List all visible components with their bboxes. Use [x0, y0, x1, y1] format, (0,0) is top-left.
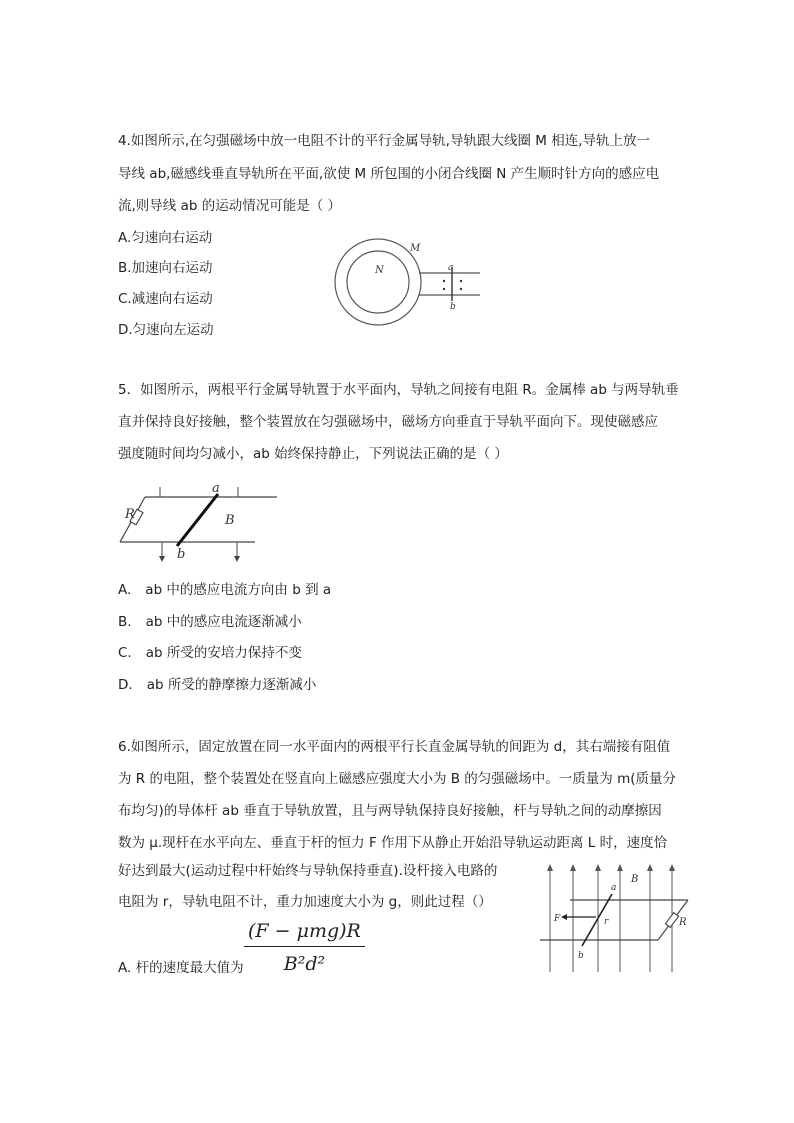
- label-R: R: [125, 507, 135, 522]
- outer-coil-inner-edge: [347, 251, 409, 313]
- q5-option-d: D. ab 所受的静摩擦力逐渐减小: [118, 677, 317, 693]
- q6-text-line-1: 6.如图所示，固定放置在同一水平面内的两根平行长直金属导轨的间距为 d，其右端接有阻值: [118, 739, 671, 755]
- label-b: b: [177, 547, 186, 562]
- q4-coil-diagram: [330, 237, 490, 327]
- label-N: N: [375, 265, 384, 276]
- q6-text-line-2: 为 R 的电阻，整个装置处在竖直向上磁感应强度大小为 B 的匀强磁场中。一质量为 m(质量分: [118, 771, 677, 787]
- q4-option-b: B.加速向右运动: [118, 260, 213, 276]
- outer-coil-outer-edge: [335, 239, 421, 325]
- label-F: F: [554, 914, 561, 924]
- q4-text-line-1: 4.如图所示,在匀强磁场中放一电阻不计的平行金属导轨,导轨跟大线圈 M 相连,导轨上放一: [118, 133, 650, 149]
- formula-denominator: B²d²: [283, 953, 326, 975]
- label-B: B: [225, 513, 235, 528]
- q4-text-line-2: 导线 ab,磁感线垂直导轨所在平面,欲使 M 所包围的小闭合线圈 N 产生顺时针方向的感应电: [118, 166, 660, 182]
- label-R: R: [679, 917, 687, 928]
- label-a: a: [448, 263, 454, 273]
- q6-text-line-5: 好达到最大(运动过程中杆始终与导轨保持垂直).设杆接入电路的: [118, 863, 498, 879]
- q5-option-a: A. ab 中的感应电流方向由 b 到 a: [118, 582, 332, 598]
- q4-option-c: C.减速向右运动: [118, 291, 213, 307]
- q4-text-line-3: 流,则导线 ab 的运动情况可能是（ ）: [118, 198, 342, 214]
- label-b: b: [450, 302, 456, 312]
- rod-ab: [177, 494, 218, 546]
- q5-option-b: B. ab 中的感应电流逐渐减小: [118, 614, 302, 630]
- q5-text-line-3: 强度随时间均匀减小，ab 始终保持静止，下列说法正确的是（ ）: [118, 446, 508, 462]
- label-r: r: [604, 917, 609, 927]
- label-B: B: [631, 874, 639, 885]
- q4-option-d: D.匀速向左运动: [118, 322, 214, 338]
- q4-option-a: A.匀速向右运动: [118, 230, 213, 246]
- q5-option-c: C. ab 所受的安培力保持不变: [118, 645, 302, 661]
- q6-formula-fraction: [244, 920, 365, 975]
- q6-rail-diagram: [540, 862, 690, 972]
- q5-rail-diagram: [115, 482, 285, 567]
- label-a: a: [212, 481, 220, 496]
- label-a: a: [611, 883, 617, 893]
- q6-text-line-4: 数为 μ.现杆在水平向左、垂直于杆的恒力 F 作用下从静止开始沿导轨运动距离 L 时，速度恰: [118, 835, 668, 851]
- formula-numerator: (F − μmg)R: [244, 920, 365, 947]
- q6-option-a: A. 杆的速度最大值为: [118, 960, 244, 976]
- label-b: b: [578, 951, 584, 961]
- q5-text-line-1: 5．如图所示，两根平行金属导轨置于水平面内，导轨之间接有电阻 R。金属棒 ab 与两导轨垂: [118, 382, 679, 398]
- q5-text-line-2: 直并保持良好接触，整个装置放在匀强磁场中，磁场方向垂直于导轨平面向下。现使磁感应: [118, 414, 658, 430]
- q6-text-line-3: 布均匀)的导体杆 ab 垂直于导轨放置，且与两导轨保持良好接触，杆与导轨之间的动摩擦因: [118, 803, 662, 819]
- resistor-R: [665, 913, 678, 928]
- q6-text-line-6: 电阻为 r，导轨电阻不计，重力加速度大小为 g，则此过程（）: [118, 894, 492, 910]
- label-M: M: [410, 243, 421, 254]
